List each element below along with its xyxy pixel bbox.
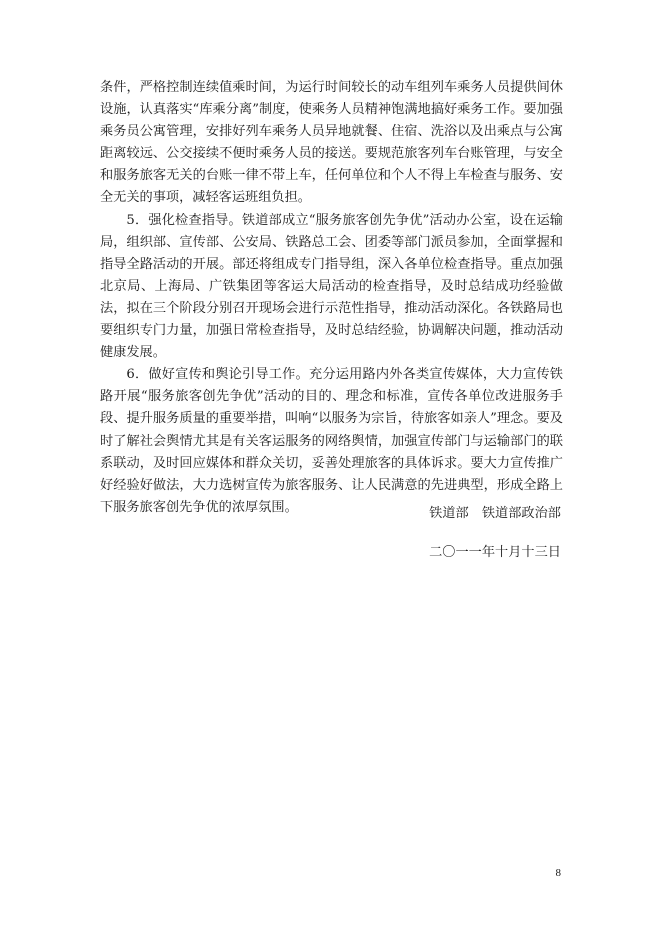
paragraph-publicity: 6．做好宣传和舆论引导工作。充分运用路内外各类宣传媒体，大力宣传铁路开展“服务旅客创先争优”活动的目的、理念和标准，宣传各单位改进服务手段、提升服务质量的重要举措，叫响“以服务为宗旨，待旅客如亲人”理念。要及时了解社会舆情尤其是有关客运服务的网络舆情，加强宣传部门与运输部门的联系联动，及时回应媒体和群众关切，妥善处理旅客的具体诉求。要大力宣传推广好经验好做法，大力选树宣传为旅客服务、让人民满意的先进典型，形成全路上下服务旅客创先争优的浓厚氛围。 (100, 367, 563, 515)
document-body (100, 77, 563, 519)
paragraph-continuation: 条件，严格控制连续值乘时间，为运行时间较长的动车组列车乘务人员提供间休设施，认真落实“库乘分离”制度，使乘务人员精神饱满地搞好乘务工作。要加强乘务员公寓管理，安排好列车乘务人员异地就餐、住宿、洗浴以及出乘点与公寓距离较远、公交接续不便时乘务人员的接送。要规范旅客列车台账管理，与安全和服务旅客无关的台账一律不带上车，任何单位和个人不得上车检查与服务、安全无关的事项，减轻客运班组负担。 (100, 80, 563, 206)
signature-date: 二〇一一年十月十三日 (429, 545, 561, 560)
signature-organizations: 铁道部 铁道部政治部 (429, 506, 561, 521)
paragraph-inspection-guidance: 5．强化检查指导。铁道部成立“服务旅客创先争优”活动办公室，设在运输局，组织部、宣传部、公安局、铁路总工会、团委等部门派员参加，全面掌握和指导全路活动的开展。部还将组成专门指导组，深入各单位检查指导。重点加强北京局、上海局、广铁集团等客运大局活动的检查指导，及时总结成功经验做法，拟在三个阶段分别召开现场会进行示范性指导，推动活动深化。各铁路局也要组织专门力量，加强日常检查指导，及时总结经验，协调解决问题，推动活动健康发展。 (100, 212, 563, 361)
page-number: 8 (555, 867, 561, 879)
